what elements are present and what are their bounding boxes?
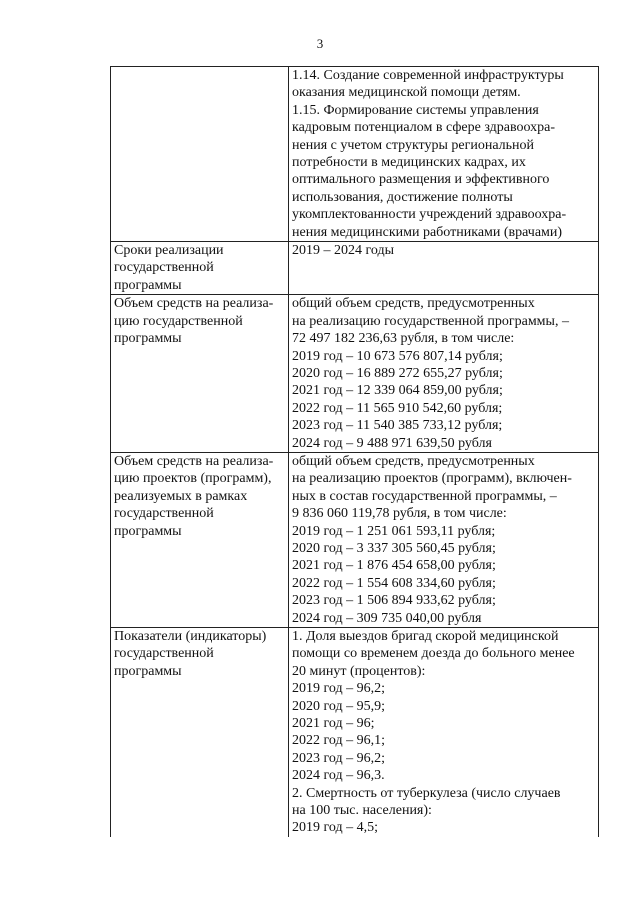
content-line: ных в состав государственной программы, – bbox=[292, 488, 557, 504]
content-paragraph bbox=[292, 785, 595, 837]
content-paragraph bbox=[292, 453, 595, 627]
content-line: 20 минут (процентов): bbox=[292, 663, 426, 679]
content-line: общий объем средств, предусмотренных bbox=[292, 296, 535, 312]
row-content-cell bbox=[289, 295, 599, 453]
content-paragraph bbox=[292, 628, 595, 785]
row-label-cell bbox=[111, 295, 289, 453]
table-row bbox=[111, 242, 599, 295]
row-label-line: Объем средств на реализа- bbox=[114, 296, 274, 312]
content-line: 2020 год – 95,9; bbox=[292, 698, 386, 714]
content-line: 2023 год – 96,2; bbox=[292, 750, 386, 766]
row-label-line: государственной bbox=[114, 260, 214, 276]
content-line: 1.15. Формирование системы управления bbox=[292, 102, 539, 118]
content-line: на 100 тыс. населения): bbox=[292, 803, 432, 819]
content-line: 1. Доля выездов бригад скорой медицинской bbox=[292, 629, 559, 644]
content-line: нения с учетом структуры региональной bbox=[292, 137, 535, 153]
row-content-cell bbox=[289, 242, 599, 295]
content-line: 72 497 182 236,63 рубля, в том числе: bbox=[292, 331, 515, 347]
content-line: 2019 год – 1 251 061 593,11 рубля; bbox=[292, 523, 496, 539]
content-line: 2022 год – 11 565 910 542,60 рубля; bbox=[292, 400, 503, 416]
content-line: оптимального размещения и эффективного bbox=[292, 172, 550, 188]
content-line: 2021 год – 96; bbox=[292, 716, 375, 732]
content-line: 1.14. Создание современной инфраструктуры bbox=[292, 68, 564, 83]
content-line: 2024 год – 96,3. bbox=[292, 768, 385, 784]
row-label-cell bbox=[111, 67, 289, 242]
table-row bbox=[111, 295, 599, 453]
content-line: потребности в медицинских кадрах, их bbox=[292, 155, 526, 171]
row-label-line: цию проектов (программ), bbox=[114, 471, 272, 487]
row-label-line: государственной bbox=[114, 506, 214, 522]
row-label-cell bbox=[111, 628, 289, 837]
content-line: на реализацию государственной программы, – bbox=[292, 313, 569, 329]
content-line: на реализацию проектов (программ), включен- bbox=[292, 471, 572, 487]
row-label-cell bbox=[111, 452, 289, 627]
content-paragraph bbox=[292, 67, 595, 102]
content-line: 2019 год – 96,2; bbox=[292, 681, 386, 697]
program-passport-table bbox=[110, 66, 599, 837]
row-label-line: программы bbox=[114, 523, 182, 539]
content-line: кадровым потенциалом в сфере здравоохра- bbox=[292, 120, 555, 136]
row-label-line: программы bbox=[114, 277, 182, 293]
content-line: 2022 год – 1 554 608 334,60 рубля; bbox=[292, 575, 496, 591]
content-line: 2022 год – 96,1; bbox=[292, 733, 386, 749]
content-paragraph bbox=[292, 242, 595, 259]
content-paragraph bbox=[292, 102, 595, 241]
content-paragraph bbox=[292, 295, 595, 452]
row-label-line: государственной bbox=[114, 646, 214, 662]
content-line: использования, достижение полноты bbox=[292, 189, 513, 205]
content-line: 2. Смертность от туберкулеза (число случаев bbox=[292, 785, 561, 801]
content-line: общий объем средств, предусмотренных bbox=[292, 453, 535, 469]
content-line: 2019 год – 10 673 576 807,14 рубля; bbox=[292, 348, 503, 364]
table-row bbox=[111, 628, 599, 837]
row-content-cell bbox=[289, 452, 599, 627]
row-label-line: реализуемых в рамках bbox=[114, 488, 248, 504]
page-number: 3 bbox=[316, 36, 324, 51]
content-line: помощи со временем доезда до больного менее bbox=[292, 646, 575, 662]
content-line: 2023 год – 11 540 385 733,12 рубля; bbox=[292, 418, 503, 434]
row-label-line: Показатели (индикаторы) bbox=[114, 629, 267, 644]
content-line: 2024 год – 309 735 040,00 рубля bbox=[292, 610, 482, 626]
content-line: нения медицинскими работниками (врачами) bbox=[292, 224, 563, 240]
content-line: 2019 год – 4,5; bbox=[292, 820, 379, 836]
content-line: 2019 – 2024 годы bbox=[292, 243, 395, 259]
content-line: 2021 год – 12 339 064 859,00 рубля; bbox=[292, 383, 503, 399]
content-line: оказания медицинской помощи детям. bbox=[292, 85, 521, 101]
table-body bbox=[111, 67, 599, 837]
row-label-cell bbox=[111, 242, 289, 295]
table-row bbox=[111, 67, 599, 242]
row-label-line: Объем средств на реализа- bbox=[114, 453, 274, 469]
content-line: 2021 год – 1 876 454 658,00 рубля; bbox=[292, 558, 496, 574]
row-label-line: Сроки реализации bbox=[114, 243, 224, 259]
row-content-cell bbox=[289, 628, 599, 837]
content-line: 2024 год – 9 488 971 639,50 рубля bbox=[292, 435, 492, 451]
row-label-line: программы bbox=[114, 331, 182, 347]
content-line: укомплектованности учреждений здравоохра- bbox=[292, 207, 567, 223]
row-content-cell bbox=[289, 67, 599, 242]
row-label-line: цию государственной bbox=[114, 313, 243, 329]
table-row bbox=[111, 452, 599, 627]
content-line: 9 836 060 119,78 рубля, в том числе: bbox=[292, 506, 507, 522]
content-line: 2023 год – 1 506 894 933,62 рубля; bbox=[292, 593, 496, 609]
content-line: 2020 год – 16 889 272 655,27 рубля; bbox=[292, 365, 503, 381]
content-line: 2020 год – 3 337 305 560,45 рубля; bbox=[292, 540, 496, 556]
row-label-line: программы bbox=[114, 663, 182, 679]
